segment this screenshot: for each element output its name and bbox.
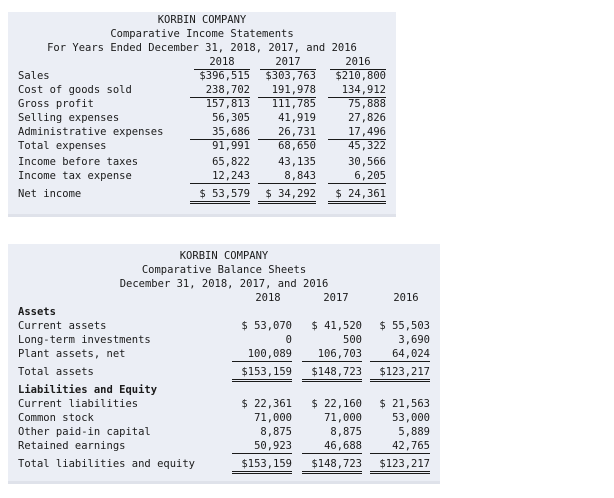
asset-row-value: 0 [285,334,292,346]
income-row-value: $ 34,292 [258,188,316,204]
balance-title: Comparative Balance Sheets [141,264,307,276]
liability-row-value: 71,000 [324,412,362,424]
asset-row-value: 100,089 [232,348,292,362]
income-row-value: $ 53,579 [190,188,250,204]
liability-row-label: Common stock [18,412,94,424]
income-row-value: 30,566 [348,156,386,168]
income-row-value: 191,978 [258,84,316,98]
liability-row-label: Retained earnings [18,440,126,452]
income-row-value: $303,763 [265,70,316,82]
income-row-value: 12,243 [190,170,250,184]
income-row-label: Sales [18,70,50,82]
liability-row-label: Total liabilities and equity [18,458,196,470]
asset-row-label: Plant assets, net [18,348,126,360]
income-row-value: 157,813 [205,98,250,110]
income-year-2017: 2017 [260,56,316,70]
liability-row-value: 5,889 [398,426,430,438]
liability-row-value: 8,875 [330,426,362,438]
balance-year-2017: 2017 [323,292,349,304]
liability-row-label: Other paid-in capital [18,426,151,438]
income-company: KORBIN COMPANY [157,14,247,26]
income-row-value: 238,702 [190,84,250,98]
liability-row-value: 8,875 [260,426,292,438]
asset-row-value: $153,159 [232,366,292,382]
income-row-value: 56,305 [212,112,250,124]
asset-row-label: Long-term investments [18,334,151,346]
income-row-value: 41,919 [278,112,316,124]
income-row-value: 68,650 [278,140,316,152]
income-year-2016: 2016 [330,56,386,70]
income-row-value: 17,496 [328,126,386,140]
income-row-value: 134,912 [328,84,386,98]
income-row-label: Income before taxes [18,156,139,168]
income-row-value: 8,843 [258,170,316,184]
income-row-label: Selling expenses [18,112,120,124]
income-row-label: Gross profit [18,98,94,110]
asset-row-label: Current assets [18,320,107,332]
income-row-label: Cost of goods sold [18,84,132,96]
income-row-value: $ 24,361 [328,188,386,204]
income-row-label: Net income [18,188,82,200]
asset-row-label: Total assets [18,366,94,378]
income-year-2018: 2018 [194,56,250,70]
asset-row-value: $123,217 [370,366,430,382]
liability-row-value: $ 21,563 [379,398,430,410]
income-row-label: Administrative expenses [18,126,164,138]
balance-year-2016: 2016 [393,292,419,304]
liability-row-label: Current liabilities [18,398,139,410]
income-row-value: 26,731 [258,126,316,140]
income-title: Comparative Income Statements [110,28,294,40]
liability-row-value: $153,159 [232,458,292,474]
liability-row-value: $148,723 [302,458,362,474]
income-row-value: 6,205 [328,170,386,184]
balance-period: December 31, 2018, 2017, and 2016 [119,278,329,290]
income-period: For Years Ended December 31, 2018, 2017, and 2016 [47,42,357,54]
income-row-value: 65,822 [212,156,250,168]
asset-row-value: 500 [343,334,362,346]
liability-row-value: $123,217 [370,458,430,474]
income-row-value: 75,888 [348,98,386,110]
income-row-value: 45,322 [348,140,386,152]
income-row-value: 111,785 [271,98,316,110]
income-row-value: $396,515 [199,70,250,82]
income-row-value: 27,826 [348,112,386,124]
asset-row-value: $ 41,520 [311,320,362,332]
income-row-value: $210,800 [335,70,386,82]
liability-row-value: $ 22,160 [311,398,362,410]
income-row-value: 43,135 [278,156,316,168]
liability-row-value: 71,000 [254,412,292,424]
liabilities-heading: Liabilities and Equity [18,384,158,396]
asset-row-value: $ 55,503 [379,320,430,332]
liability-row-value: 42,765 [370,440,430,454]
liability-row-value: 53,000 [392,412,430,424]
income-row-label: Total expenses [18,140,107,152]
asset-row-value: 3,690 [398,334,430,346]
asset-row-value: 106,703 [302,348,362,362]
asset-row-value: $148,723 [302,366,362,382]
liability-row-value: $ 22,361 [241,398,292,410]
income-row-value: 91,991 [212,140,250,152]
liability-row-value: 46,688 [302,440,362,454]
income-row-value: 35,686 [190,126,250,140]
liability-row-value: 50,923 [232,440,292,454]
balance-year-2018: 2018 [255,292,281,304]
assets-heading: Assets [18,306,56,318]
asset-row-value: 64,024 [370,348,430,362]
income-row-label: Income tax expense [18,170,132,182]
balance-company: KORBIN COMPANY [179,250,269,262]
asset-row-value: $ 53,070 [241,320,292,332]
